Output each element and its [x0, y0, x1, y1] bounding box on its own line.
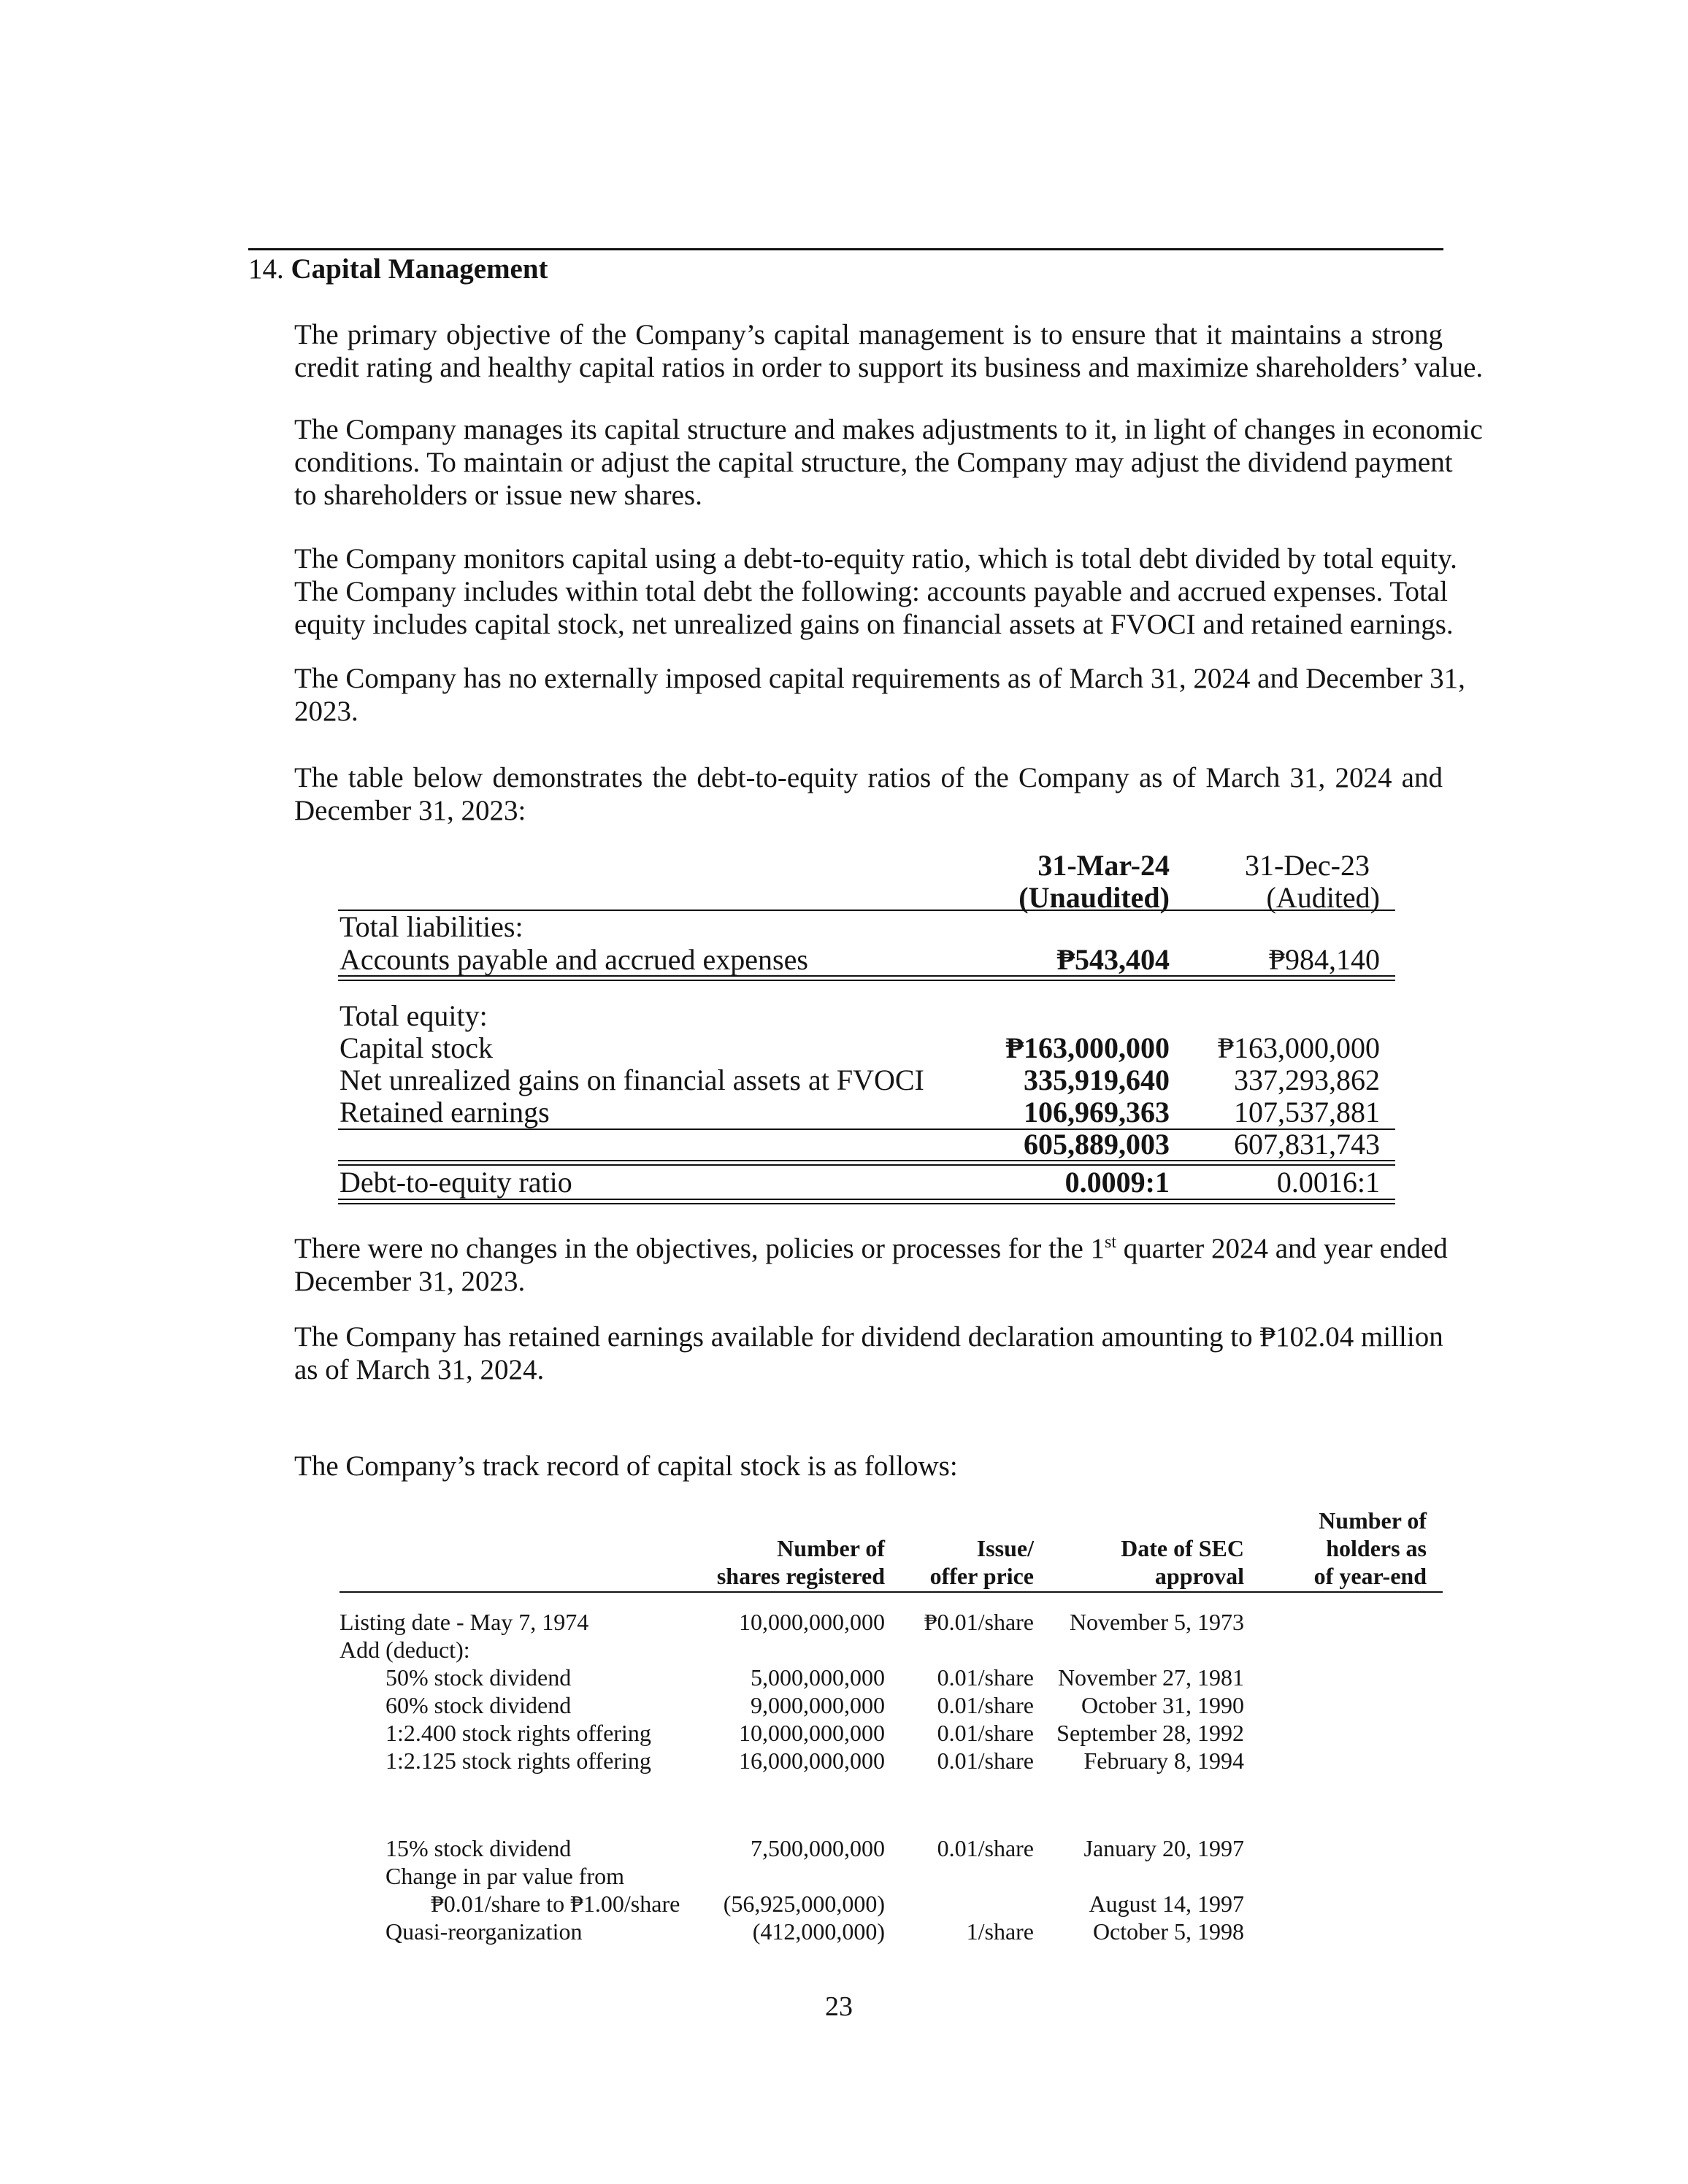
row-shares: 10,000,000,000: [739, 1609, 885, 1635]
paragraph-line: conditions. To maintain or adjust the capital structure, the Company may adjust the dividend payment: [294, 447, 1453, 478]
capital-stock-2023: ₱163,000,000: [1217, 1031, 1380, 1064]
capital-stock-label: Capital stock: [339, 1031, 493, 1064]
row-date: November 5, 1973: [1069, 1609, 1244, 1635]
row-price: 0.01/share: [937, 1835, 1034, 1861]
paragraph-line: The Company monitors capital using a debt-to-equity ratio, which is total debt divided by total equity.: [294, 543, 1457, 574]
paragraph-line: December 31, 2023:: [294, 795, 526, 826]
unrealized-gains-2024: 335,919,640: [1024, 1064, 1170, 1096]
row-date: September 28, 1992: [1056, 1720, 1244, 1746]
header-line: Date of SEC: [1121, 1535, 1244, 1561]
unrealized-gains-2023: 337,293,862: [1234, 1064, 1380, 1096]
header-holders: [1285, 1507, 1427, 1590]
paragraph-line: The table below demonstrates the debt-to-equity ratios of the Company as of March 31, 2024 and: [294, 762, 1443, 793]
header-line: 31-Mar-24: [1037, 849, 1170, 882]
row-price: 0.01/share: [937, 1747, 1034, 1774]
row-label: Change in par value from: [385, 1863, 624, 1889]
paragraph-track-record: [294, 1450, 1443, 1483]
ap-label: Accounts payable and accrued expenses: [339, 943, 808, 976]
ap-double-rule: [338, 975, 1395, 977]
row-label: 1:2.125 stock rights offering: [385, 1747, 651, 1774]
header-line: Number of: [1319, 1507, 1427, 1534]
ratio-label: Debt-to-equity ratio: [339, 1166, 572, 1199]
col-header-2024: [986, 850, 1170, 914]
paragraph-line: as of March 31, 2024.: [294, 1354, 545, 1385]
ap-2024: ₱543,404: [1056, 943, 1170, 976]
row-price: ₱0.01/share: [924, 1609, 1034, 1635]
row-date: August 14, 1997: [1089, 1891, 1244, 1917]
paragraph-line: The Company has no externally imposed capital requirements as of March 31, 2024 and December 31,: [294, 663, 1465, 694]
header-underline: [339, 1591, 1443, 1593]
header-line: of year-end: [1313, 1563, 1427, 1589]
equity-total-double-rule: [338, 1160, 1395, 1161]
header-line: Number of: [777, 1535, 885, 1561]
section-number: 14.: [248, 253, 284, 285]
row-label: 1:2.400 stock rights offering: [385, 1720, 651, 1746]
row-date: October 31, 1990: [1081, 1692, 1244, 1718]
paragraph-line: The primary objective of the Company’s capital management is to ensure that it maintains a strong: [294, 319, 1443, 350]
row-label: 50% stock dividend: [385, 1664, 572, 1691]
paragraph-line: credit rating and healthy capital ratios in order to support its business and maximize shareholders’ value.: [294, 352, 1484, 383]
paragraph-line: to shareholders or issue new shares.: [294, 480, 702, 511]
text-run: quarter 2024 and year ended: [1116, 1233, 1448, 1264]
ap-double-rule: [338, 980, 1395, 981]
row-label: ₱0.01/share to ₱1.00/share: [431, 1891, 680, 1917]
paragraph-requirements: [294, 662, 1465, 728]
paragraph-line: The Company has retained earnings available for dividend declaration amounting to ₱102.04 million: [294, 1321, 1443, 1353]
row-label: 60% stock dividend: [385, 1692, 572, 1718]
row-label: Quasi-reorganization: [385, 1918, 583, 1945]
row-shares: 9,000,000,000: [751, 1692, 885, 1718]
header-shares: [686, 1534, 885, 1590]
row-date: February 8, 1994: [1083, 1747, 1244, 1774]
text-run: There were no changes in the objectives, policies or processes for the 1: [294, 1233, 1105, 1264]
retained-earnings-label: Retained earnings: [339, 1096, 550, 1128]
header-price: [913, 1534, 1034, 1590]
paragraph-line: The Company’s track record of capital stock is as follows:: [294, 1450, 958, 1482]
header-date: [1051, 1534, 1244, 1590]
row-date: November 27, 1981: [1057, 1664, 1244, 1691]
paragraph-objective: [294, 318, 1484, 384]
row-price: 1/share: [966, 1918, 1034, 1945]
total-equity-2024: 605,889,003: [1024, 1128, 1170, 1161]
paragraph-no-changes: [294, 1232, 1448, 1298]
header-line: approval: [1154, 1563, 1244, 1589]
header-line: offer price: [929, 1563, 1034, 1589]
retained-earnings-2023: 107,537,881: [1234, 1096, 1380, 1128]
row-label: 15% stock dividend: [385, 1835, 572, 1861]
ap-2023: ₱984,140: [1268, 943, 1380, 976]
row-price: 0.01/share: [937, 1692, 1034, 1718]
top-rule: [248, 248, 1443, 250]
paragraph-line: [294, 1232, 1448, 1265]
section-title: Capital Management: [291, 253, 548, 285]
paragraph-line: December 31, 2023.: [294, 1266, 526, 1297]
retained-earnings-2024: 106,969,363: [1024, 1096, 1170, 1128]
total-liabilities-label: Total liabilities:: [339, 910, 523, 943]
capital-stock-2024: ₱163,000,000: [1005, 1031, 1170, 1064]
total-equity-2023: 607,831,743: [1234, 1128, 1380, 1161]
header-line: (Audited): [1266, 881, 1380, 914]
paragraph-dividend: [294, 1320, 1443, 1386]
ratio-double-rule: [338, 1199, 1395, 1200]
ratio-2023: 0.0016:1: [1276, 1166, 1380, 1199]
paragraph-table-intro: [294, 761, 1443, 827]
paragraph-line: equity includes capital stock, net unrealized gains on financial assets at FVOCI and retained earnings.: [294, 609, 1454, 640]
unrealized-gains-label: Net unrealized gains on financial assets at FVOCI: [339, 1064, 924, 1096]
header-line: shares registered: [716, 1563, 885, 1589]
row-price: 0.01/share: [937, 1720, 1034, 1746]
ratio-2024: 0.0009:1: [1064, 1166, 1170, 1199]
ratio-double-rule: [338, 1203, 1395, 1204]
row-shares: 5,000,000,000: [751, 1664, 885, 1691]
row-shares: 10,000,000,000: [739, 1720, 885, 1746]
row-shares: 7,500,000,000: [751, 1835, 885, 1861]
row-date: January 20, 1997: [1083, 1835, 1244, 1861]
page-number: 23: [825, 1991, 853, 2022]
row-label: Add (deduct):: [339, 1637, 470, 1663]
header-line: Issue/: [976, 1535, 1034, 1561]
paragraph-line: The Company includes within total debt the following: accounts payable and accrued expenses. Total: [294, 576, 1448, 607]
header-line: holders as: [1326, 1535, 1427, 1561]
paragraph-structure: [294, 413, 1483, 512]
header-line: (Unaudited): [1018, 881, 1170, 914]
paragraph-line: The Company manages its capital structure and makes adjustments to it, in light of changes in economic: [294, 414, 1483, 445]
row-shares: (412,000,000): [752, 1918, 885, 1945]
row-date: October 5, 1998: [1092, 1918, 1244, 1945]
total-equity-label: Total equity:: [339, 999, 488, 1032]
row-shares: 16,000,000,000: [739, 1747, 885, 1774]
header-line: 31-Dec-23: [1244, 849, 1370, 882]
col-header-2023: [1205, 850, 1380, 914]
section-heading: [248, 253, 548, 285]
row-label: Listing date - May 7, 1974: [339, 1609, 589, 1635]
superscript: st: [1105, 1233, 1117, 1252]
paragraph-monitoring: [294, 542, 1457, 641]
row-shares: (56,925,000,000): [723, 1891, 885, 1917]
paragraph-line: 2023.: [294, 696, 358, 727]
row-price: 0.01/share: [937, 1664, 1034, 1691]
